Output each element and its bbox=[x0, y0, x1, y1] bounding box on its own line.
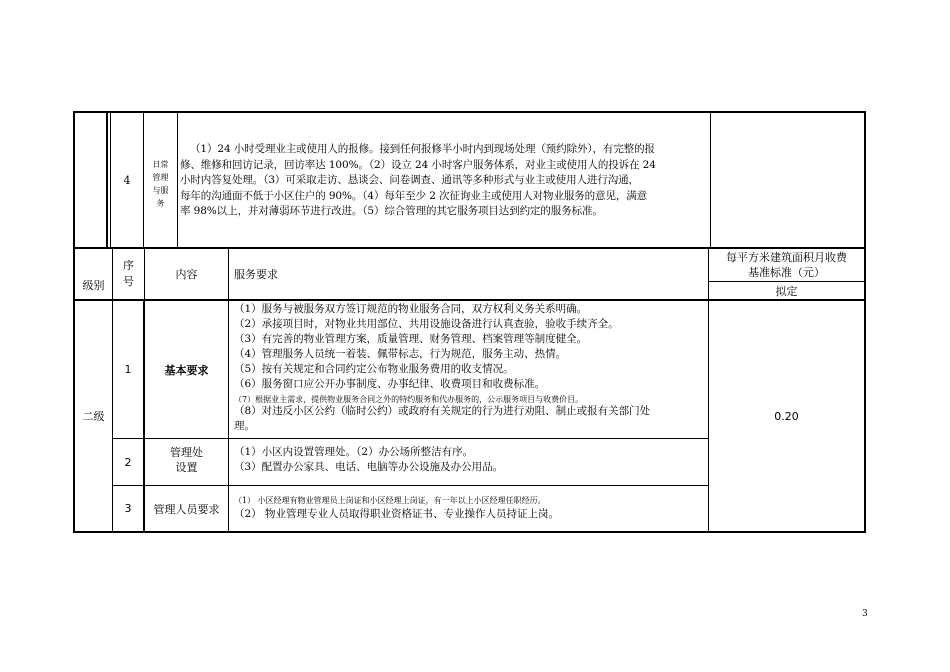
top-row-category: 日常 管理 与服 务 bbox=[152, 160, 169, 208]
row-1-content: 基本要求 bbox=[164, 363, 209, 377]
row-2-index: 2 bbox=[124, 455, 132, 469]
header-proposed: 拟定 bbox=[775, 285, 798, 298]
row-1-requirements: （1）服务与被服务双方签订规范的物业服务合同，双方权利义务关系明确。 （2）承接项目时，对物业共用部位、共用设施设备进行认真查验，验收手续齐全。 （3）有完善的物业管理方案，质量管理、财务管理、档案管理等制度健全。 （4）管理服务人员统一着装、佩带标志，行为规范，服务主动、热情。 （5）按有关规定和合同约定公布物业服务费用的收支情况。 （6）服务窗口应公开办事制度、办事纪律、收费项目和收费标准。 （7）根据业主需求，提供物业服务合同之外的特约服务和代办服务的，公示服务项目与收费价目。 （8）对违反小区公约（临时公约）或政府有关规定的行为进行劝阻、制止或报有关部门处 理。 bbox=[234, 303, 651, 432]
header-level: 级别 bbox=[82, 279, 105, 292]
fee-value: 0.20 bbox=[774, 409, 799, 423]
header-fee-standard: 每平方米建筑面积月收费 基准标准（元） bbox=[726, 251, 847, 279]
row-3-requirements: （1） 小区经理有物业管理员上岗证和小区经理上岗证，有一年以上小区经理任职经历。 （2） 物业管理专业人员取得职业资格证书、专业操作人员持证上岗。 bbox=[234, 496, 560, 520]
level-name: 二级 bbox=[82, 410, 105, 423]
header-content: 内容 bbox=[175, 268, 198, 281]
header-seq: 序 号 bbox=[123, 259, 134, 288]
top-row-requirements: （1）24 小时受理业主或使用人的报修。接到任何报修半小时内到现场处理（预约除外），有完整的报 修、维修和回访记录，回访率达 100%。（2）设立 24 小时客户服务体系，对业主或使用人的投诉在 24 小时内答复处理。（3）可采取走访、恳谈会、问卷调查、通讯等多种形式与业主或使用人进行沟通， 每年的沟通面不低于小区住户的 90%。（4）每年至少 2 次征询业主或使用人对物业服务的意见，满意 率 98%以上，并对薄弱环节进行改进。（5）综合管理的其它服务项目达到约定的服务标准。 bbox=[180, 143, 656, 217]
row-2-requirements: （1）小区内设置管理处。（2）办公场所整洁有序。 （3）配置办公家具、电话、电脑等办公设施及办公用品。 bbox=[234, 446, 504, 473]
top-row-index: 4 bbox=[123, 173, 131, 187]
header-requirements: 服务要求 bbox=[234, 268, 278, 281]
row-3-content: 管理人员要求 bbox=[153, 502, 220, 516]
row-1-index: 1 bbox=[124, 363, 132, 376]
row-2-content: 管理处 设置 bbox=[170, 446, 203, 474]
page-number: 3 bbox=[862, 609, 868, 619]
row-3-index: 3 bbox=[124, 502, 132, 515]
